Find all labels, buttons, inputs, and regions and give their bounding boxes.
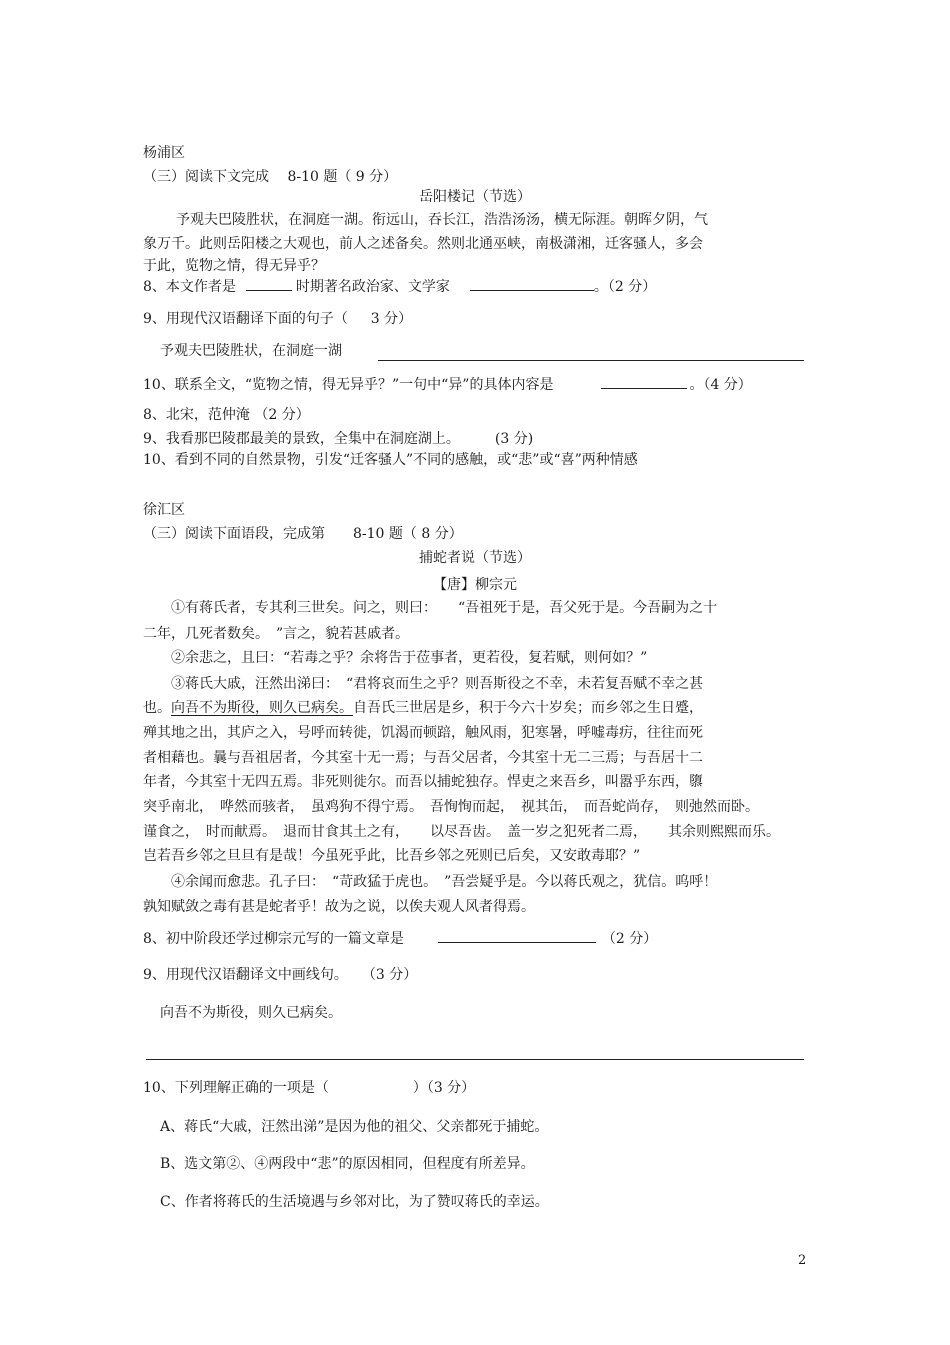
answer-blank[interactable] xyxy=(470,276,594,291)
question-8 xyxy=(143,928,657,949)
answer-line-9: 9、我看那巴陵郡最美的景致，全集中在洞庭湖上。 (3 分) xyxy=(143,431,534,447)
passage-line: 象万千。此则岳阳楼之大观也，前人之述备矣。然则北通巫峡，南极潇湘，迁客骚人，多会 xyxy=(143,236,703,252)
district-label: 徐汇区 xyxy=(143,502,185,518)
question-10-points: 。（4 分） xyxy=(689,377,752,393)
answer-blank[interactable] xyxy=(601,374,687,389)
passage-text: 自吾氏三世居是乡，积于今六十岁矣；而乡邻之生日蹙， xyxy=(353,700,703,716)
translate-sentence: 予观夫巴陵胜状，在洞庭一湖 xyxy=(160,343,342,359)
answer-line-10: 10、看到不同的自然景物，引发“迁客骚人”不同的感触，或“悲”或“喜”两种情感 xyxy=(143,452,638,468)
question-10-text: 10、联系全文，“览物之情，得无异乎？”一句中“异”的具体内容是 xyxy=(143,377,554,393)
passage-line: ③蒋氏大戚，汪然出涕曰： “君将哀而生之乎？则吾斯役之不幸，未若复吾赋不幸之甚 xyxy=(143,676,704,692)
passage-line: 孰知赋敛之毒有甚是蛇者乎！故为之说，以俟夫观人风者得焉。 xyxy=(143,899,535,915)
passage-line: 二年，几死者数矣。 ”言之，貌若甚戚者。 xyxy=(143,626,410,642)
option-b: B、选文第②、④两段中“悲”的原因相同，但程度有所差异。 xyxy=(160,1156,535,1172)
translate-sentence: 向吾不为斯役，则久已病矣。 xyxy=(160,1005,342,1021)
passage-title: 岳阳楼记（节选） xyxy=(419,189,531,205)
underlined-sentence: 向吾不为斯役，则久已病矣。 xyxy=(171,700,353,716)
answer-line[interactable] xyxy=(146,1059,804,1060)
question-8-points: （2 分） xyxy=(601,931,658,947)
passage-line: 殚其地之出，其庐之入，号呼而转徙，饥渴而顿踣，触风雨，犯寒暑，呼嘘毒疠，往往而死 xyxy=(143,725,703,741)
passage-line: 谨食之， 时而献焉。 退而甘食其土之有， 以尽吾齿。 盖一岁之犯死者二焉， 其余则熙熙而乐。 xyxy=(143,824,780,840)
question-8-text: 8、初中阶段还学过柳宗元写的一篇文章是 xyxy=(143,931,404,947)
passage-line: ①有蒋氏者，专其利三世矣。问之，则曰： “吾祖死于是，吾父死于是。今吾嗣为之十 xyxy=(143,600,718,616)
passage-line xyxy=(143,698,703,718)
question-8-text-b: 时期著名政治家、文学家 xyxy=(295,279,450,295)
page-number: 2 xyxy=(798,1253,807,1268)
question-8-text-a: 8、本文作者是 xyxy=(143,279,236,295)
passage-line: ②余悲之，且曰：“若毒之乎？余将告于莅事者，更若役，复若赋，则何如？” xyxy=(143,650,648,666)
question-8-points: 。（2 分） xyxy=(593,279,657,295)
passage-line: 予观夫巴陵胜状，在洞庭一湖。衔远山，吞长江，浩浩汤汤，横无际涯。朝晖夕阴，气 xyxy=(176,212,708,228)
passage-line: 于此，览物之情，得无异乎？ xyxy=(143,258,325,274)
section-instruction: （三）阅读下文完成 8-10 题（ 9 分） xyxy=(143,169,398,185)
question-10 xyxy=(143,374,752,395)
passage-line: 岂若吾乡邻之旦旦有是哉！今虽死乎此，比吾乡邻之死则已后矣，又安敢毒耶？” xyxy=(143,848,641,864)
question-9: 9、用现代汉语翻译文中画线句。 （3 分） xyxy=(143,967,418,983)
passage-line: 者相藉也。曩与吾祖居者，今其室十无一焉；与吾父居者，今其室十无二三焉；与吾居十二 xyxy=(143,750,703,766)
passage-title: 捕蛇者说（节选） xyxy=(419,550,531,566)
option-a: A、蒋氏“大戚，汪然出涕”是因为他的祖父、父亲都死于捕蛇。 xyxy=(160,1119,549,1135)
passage-line: 突乎南北， 哗然而骇者， 虽鸡狗不得宁焉。 吾恂恂而起， 视其缶， 而吾蛇尚存， 则弛然而卧。 xyxy=(143,799,759,815)
option-c: C、作者将蒋氏的生活境遇与乡邻对比，为了赞叹蒋氏的幸运。 xyxy=(160,1194,549,1210)
passage-author: 【唐】柳宗元 xyxy=(433,577,517,593)
district-label: 杨浦区 xyxy=(143,145,185,161)
question-9: 9、用现代汉语翻译下面的句子（ 3 分） xyxy=(143,311,413,327)
passage-line: ④余闻而愈悲。孔子曰： “苛政猛于虎也。 ”吾尝疑乎是。今以蒋氏观之，犹信。呜呼！ xyxy=(143,874,718,890)
answer-blank[interactable] xyxy=(246,276,292,291)
section-instruction: （三）阅读下面语段，完成第 8-10 题（ 8 分） xyxy=(143,526,463,542)
answer-blank[interactable] xyxy=(438,928,596,943)
passage-line: 年者，今其室十无四五焉。非死则徙尔。而吾以捕蛇独存。悍吏之来吾乡，叫嚣乎东西，隳 xyxy=(143,774,703,790)
question-8 xyxy=(143,276,656,297)
answer-line[interactable] xyxy=(378,360,804,361)
answer-line-8: 8、北宋，范仲淹 （2 分） xyxy=(143,407,310,423)
passage-text: 也。 xyxy=(143,700,171,716)
question-10: 10、下列理解正确的一项是（ ）（3 分） xyxy=(143,1080,476,1096)
